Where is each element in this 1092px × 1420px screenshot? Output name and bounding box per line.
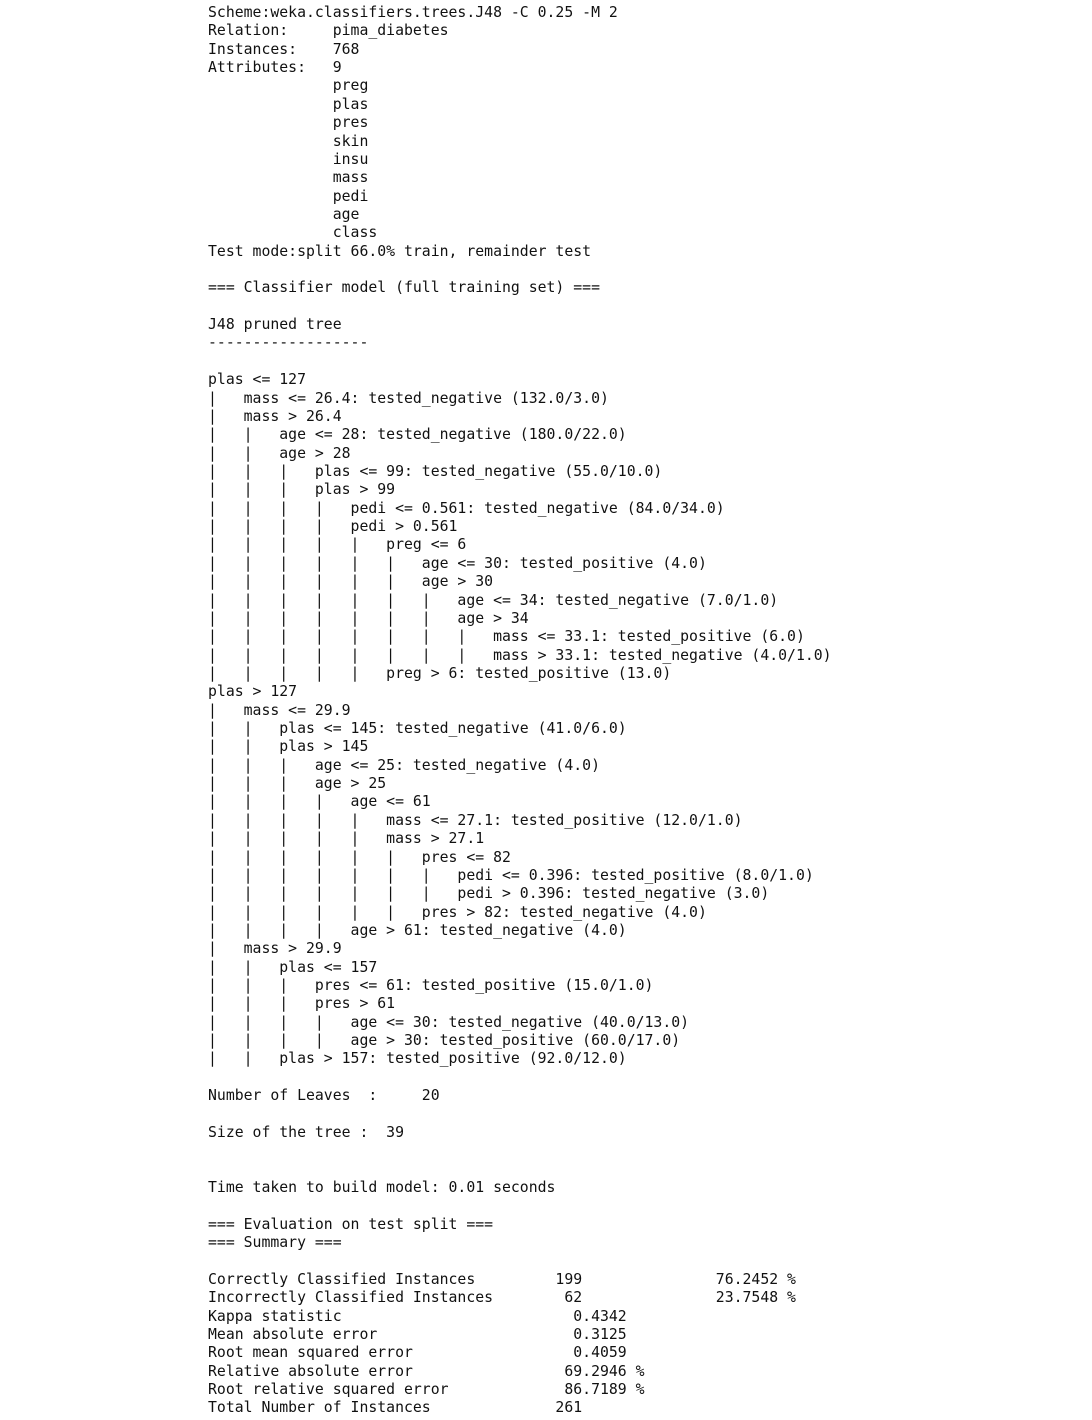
output-line: | | | | pedi > 0.561 xyxy=(208,518,458,536)
output-line: | | | plas <= 99: tested_negative (55.0/10.0) xyxy=(208,462,663,480)
output-line: | | | | age > 30: tested_positive (60.0/17.0) xyxy=(208,1032,681,1050)
output-line: === Evaluation on test split === xyxy=(208,1215,494,1233)
output-line: plas <= 127 xyxy=(208,371,306,389)
output-line xyxy=(208,261,832,279)
output-line: mass xyxy=(208,169,369,187)
output-line: | | | | age <= 61 xyxy=(208,793,431,811)
output-line: | | | | | preg <= 6 xyxy=(208,536,467,554)
output-line: | | | | | mass > 27.1 xyxy=(208,830,485,848)
output-line: Kappa statistic 0.4342 xyxy=(208,1307,627,1325)
output-line: class xyxy=(208,224,378,242)
output-line: J48 pruned tree xyxy=(208,316,342,334)
output-line: | mass > 29.9 xyxy=(208,940,342,958)
output-line: | | | plas > 99 xyxy=(208,481,396,499)
output-line: Mean absolute error 0.3125 xyxy=(208,1325,627,1343)
output-line: | | | | | | | | mass > 33.1: tested_negative (4.0/1.0) xyxy=(208,646,832,664)
output-line: | | | age > 25 xyxy=(208,775,387,793)
output-line: Incorrectly Classified Instances 62 23.7548 % xyxy=(208,1289,796,1307)
output-line: | | plas <= 157 xyxy=(208,958,378,976)
output-line xyxy=(208,1161,832,1179)
output-line: | | plas <= 145: tested_negative (41.0/6.0) xyxy=(208,720,627,738)
output-line: | | age <= 28: tested_negative (180.0/22.0) xyxy=(208,426,627,444)
output-line: Root mean squared error 0.4059 xyxy=(208,1344,627,1362)
output-line: age xyxy=(208,205,360,223)
output-line: Size of the tree : 39 xyxy=(208,1123,404,1141)
output-line: | mass > 26.4 xyxy=(208,407,342,425)
output-line: Scheme:weka.classifiers.trees.J48 -C 0.25 -M 2 xyxy=(208,4,618,21)
output-line xyxy=(208,1142,832,1160)
output-line: plas xyxy=(208,95,369,113)
output-line: | | | | | | | | mass <= 33.1: tested_positive (6.0) xyxy=(208,628,805,646)
output-line: | | age > 28 xyxy=(208,444,351,462)
output-line: Time taken to build model: 0.01 seconds xyxy=(208,1179,556,1196)
output-line xyxy=(208,1252,832,1270)
output-line xyxy=(208,353,832,371)
output-line: | | | | | | | pedi <= 0.396: tested_positive (8.0/1.0) xyxy=(208,866,814,884)
output-line: ------------------ xyxy=(208,334,369,352)
output-line xyxy=(208,1106,832,1124)
output-line: | | | | age <= 30: tested_negative (40.0/13.0) xyxy=(208,1013,690,1031)
output-line: plas > 127 xyxy=(208,683,298,701)
output-line: | | | | | preg > 6: tested_positive (13.0) xyxy=(208,664,672,682)
output-line: skin xyxy=(208,132,369,150)
output-line: Relation: pima_diabetes xyxy=(208,22,449,40)
output-line: | | | pres <= 61: tested_positive (15.0/1.0) xyxy=(208,977,654,995)
output-line: | | | | | | pres <= 82 xyxy=(208,848,511,866)
output-line: Test mode:split 66.0% train, remainder test xyxy=(208,242,592,260)
output-line: Instances: 768 xyxy=(208,40,360,58)
output-line xyxy=(208,1069,832,1087)
output-line: Relative absolute error 69.2946 % xyxy=(208,1362,645,1380)
output-line: Correctly Classified Instances 199 76.2452 % xyxy=(208,1270,796,1288)
output-line: Root relative squared error 86.7189 % xyxy=(208,1380,645,1398)
output-line: preg xyxy=(208,77,369,95)
output-line: | | plas > 145 xyxy=(208,738,369,756)
output-line: Total Number of Instances 261 xyxy=(208,1399,583,1417)
output-line: Attributes: 9 xyxy=(208,59,342,77)
output-line: === Classifier model (full training set) === xyxy=(208,279,600,297)
output-line: | | | | | | age > 30 xyxy=(208,573,494,591)
output-line: | | | | | | | pedi > 0.396: tested_negative (3.0) xyxy=(208,885,770,903)
output-line: | | | | | mass <= 27.1: tested_positive (12.0/1.0) xyxy=(208,811,743,829)
output-line: | | | | | | pres > 82: tested_negative (4.0) xyxy=(208,903,707,921)
output-line: === Summary === xyxy=(208,1234,342,1252)
output-line: | | | pres > 61 xyxy=(208,995,396,1013)
output-line: | | | age <= 25: tested_negative (4.0) xyxy=(208,756,600,774)
output-line: | | | | pedi <= 0.561: tested_negative (84.0/34.0) xyxy=(208,499,725,517)
output-line: | mass <= 29.9 xyxy=(208,701,351,719)
output-line: insu xyxy=(208,150,369,168)
output-line: Number of Leaves : 20 xyxy=(208,1087,440,1105)
output-line: | | plas > 157: tested_positive (92.0/12.0) xyxy=(208,1050,627,1068)
output-line: | | | | age > 61: tested_negative (4.0) xyxy=(208,921,627,939)
output-line: | | | | | | | age > 34 xyxy=(208,609,529,627)
output-line: pres xyxy=(208,114,369,132)
output-line: pedi xyxy=(208,187,369,205)
output-line: | | | | | | | age <= 34: tested_negative (7.0/1.0) xyxy=(208,591,779,609)
output-line: | mass <= 26.4: tested_negative (132.0/3.0) xyxy=(208,389,609,407)
output-line xyxy=(208,298,832,316)
classifier-output-text xyxy=(208,4,832,1418)
output-line: | | | | | | age <= 30: tested_positive (4.0) xyxy=(208,554,707,572)
output-line xyxy=(208,1197,832,1215)
